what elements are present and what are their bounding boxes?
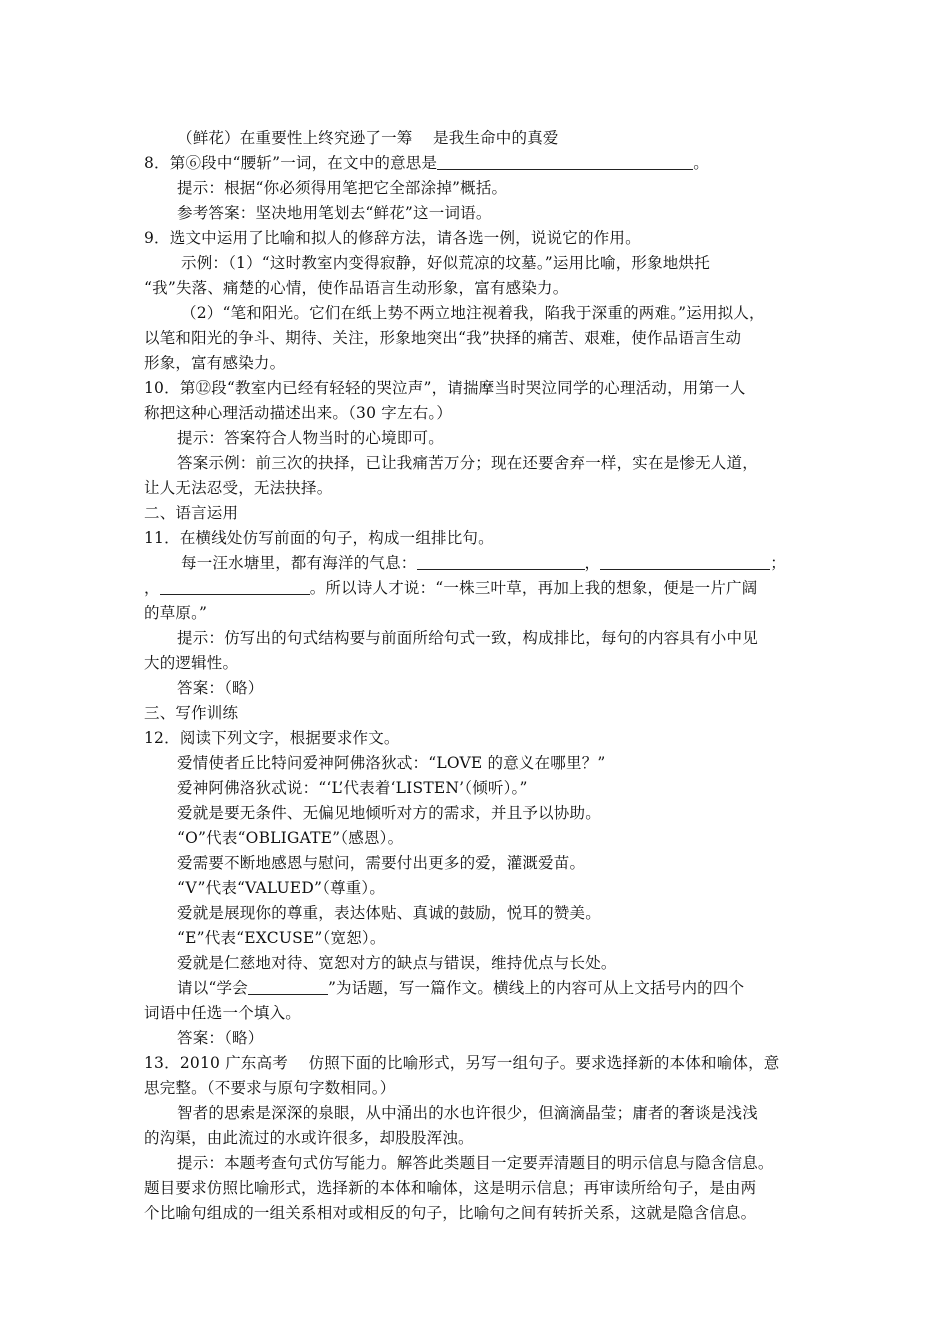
answer-blank — [417, 554, 585, 570]
example-text: 以笔和阳光的争斗、期待、关注，形象地突出“我”抉择的痛苦、艰难，使作品语言生动 — [144, 329, 742, 347]
reading-text: “E”代表“EXCUSE”（宽恕）。 — [177, 929, 386, 947]
question-13: 思完整。（不要求与原句字数相同。） — [144, 1079, 396, 1097]
answer-text: 参考答案：坚决地用笔划去“鲜花”这一词语。 — [177, 204, 492, 222]
answer-blank — [437, 154, 693, 170]
fill-in-line — [144, 578, 757, 598]
question-text: 请以“学会 — [177, 979, 248, 997]
text-line: 的草原。” — [144, 604, 208, 622]
hint-text: 大的逻辑性。 — [144, 654, 239, 672]
answer-blank — [160, 579, 310, 595]
text-line: （鲜花）在重要性上终究逊了一筹 是我生命中的真爱 — [177, 129, 559, 147]
example-sentence: 的沟渠，由此流过的水或许很多，却股股浑浊。 — [144, 1129, 474, 1147]
writing-prompt: 词语中任选一个填入。 — [144, 1004, 302, 1022]
reading-text: 爱神阿佛洛狄忒说：“‘L’代表着‘LISTEN’（倾听）。” — [177, 779, 528, 797]
hint-text: 提示：答案符合人物当时的心境即可。 — [177, 429, 444, 447]
reading-text: “V”代表“VALUED”（尊重）。 — [177, 879, 386, 897]
question-text: 。 — [693, 154, 709, 172]
question-11: 11．在横线处仿写前面的句子，构成一组排比句。 — [144, 529, 494, 547]
answer-text: 让人无法忍受，无法抉择。 — [144, 479, 333, 497]
question-text: ； — [770, 554, 786, 572]
hint-text: 提示：仿写出的句式结构要与前面所给句式一致，构成排比，每句的内容具有小中见 — [177, 629, 758, 647]
question-text: 每一汪水塘里，都有海洋的气息： — [181, 554, 417, 572]
reading-text: 爱就是展现你的尊重，表达体贴、真诚的鼓励，悦耳的赞美。 — [177, 904, 601, 922]
answer-blank — [248, 979, 328, 995]
question-text: 8．第⑥段中“腰斩”一词，在文中的意思是 — [144, 154, 438, 172]
question-10: 称把这种心理活动描述出来。（30 字左右。） — [144, 404, 453, 422]
reading-text: 爱情使者丘比特问爱神阿佛洛狄忒：“LOVE 的意义在哪里？” — [177, 754, 606, 772]
question-text: ”为话题，写一篇作文。横线上的内容可从上文括号内的四个 — [327, 979, 745, 997]
hint-text: 提示：本题考查句式仿写能力。解答此类题目一定要弄清题目的明示信息与隐含信息。 — [177, 1154, 774, 1172]
question-10: 10．第⑫段“教室内已经有轻轻的哭泣声”，请揣摩当时哭泣同学的心理活动，用第一人 — [144, 379, 746, 397]
reading-text: 爱就是仁慈地对待、宽恕对方的缺点与错误，维持优点与长处。 — [177, 954, 617, 972]
question-9: 9．选文中运用了比喻和拟人的修辞方法，请各选一例，说说它的作用。 — [144, 229, 641, 247]
example-sentence: 智者的思索是深深的泉眼，从中涌出的水也许很少，但滴滴晶莹；庸者的奢谈是浅浅 — [177, 1104, 758, 1122]
example-text: （2）“笔和阳光。它们在纸上势不两立地注视着我，陷我于深重的两难。”运用拟人， — [181, 304, 765, 322]
question-text: 。所以诗人才说：“一株三叶草，再加上我的想象，便是一片广阔 — [309, 579, 758, 597]
fill-in-line — [181, 553, 786, 573]
answer-text: 答案示例：前三次的抉择，已让我痛苦万分；现在还要舍弃一样，实在是惨无人道， — [177, 454, 758, 472]
question-13: 13．2010 广东高考 仿照下面的比喻形式，另写一组句子。要求选择新的本体和喻体，意 — [144, 1054, 780, 1072]
example-text: “我”失落、痛楚的心情，使作品语言生动形象，富有感染力。 — [144, 279, 569, 297]
reading-text: “O”代表“OBLIGATE”（感恩）。 — [177, 829, 404, 847]
question-text: ， — [584, 554, 601, 572]
question-text: ， — [144, 579, 160, 597]
question-12: 12．阅读下列文字，根据要求作文。 — [144, 729, 400, 747]
example-text: 形象，富有感染力。 — [144, 354, 286, 372]
reading-text: 爱就是要无条件、无偏见地倾听对方的需求，并且予以协助。 — [177, 804, 601, 822]
answer-blank — [600, 554, 770, 570]
answer-text: 答案：（略） — [177, 1029, 264, 1047]
section-heading: 三、写作训练 — [144, 704, 239, 722]
hint-text: 个比喻句组成的一组关系相对或相反的句子，比喻句之间有转折关系，这就是隐含信息。 — [144, 1204, 757, 1222]
question-8 — [144, 153, 709, 173]
hint-text: 题目要求仿照比喻形式，选择新的本体和喻体，这是明示信息；再审读所给句子，是由两 — [144, 1179, 757, 1197]
reading-text: 爱需要不断地感恩与慰问，需要付出更多的爱，灌溉爱苗。 — [177, 854, 586, 872]
answer-text: 答案：（略） — [177, 679, 264, 697]
section-heading: 二、语言运用 — [144, 504, 239, 522]
example-text: 示例：（1）“这时教室内变得寂静，好似荒凉的坟墓。”运用比喻，形象地烘托 — [181, 254, 710, 272]
hint-text: 提示：根据“你必须得用笔把它全部涂掉”概括。 — [177, 179, 508, 197]
writing-prompt — [177, 978, 744, 998]
